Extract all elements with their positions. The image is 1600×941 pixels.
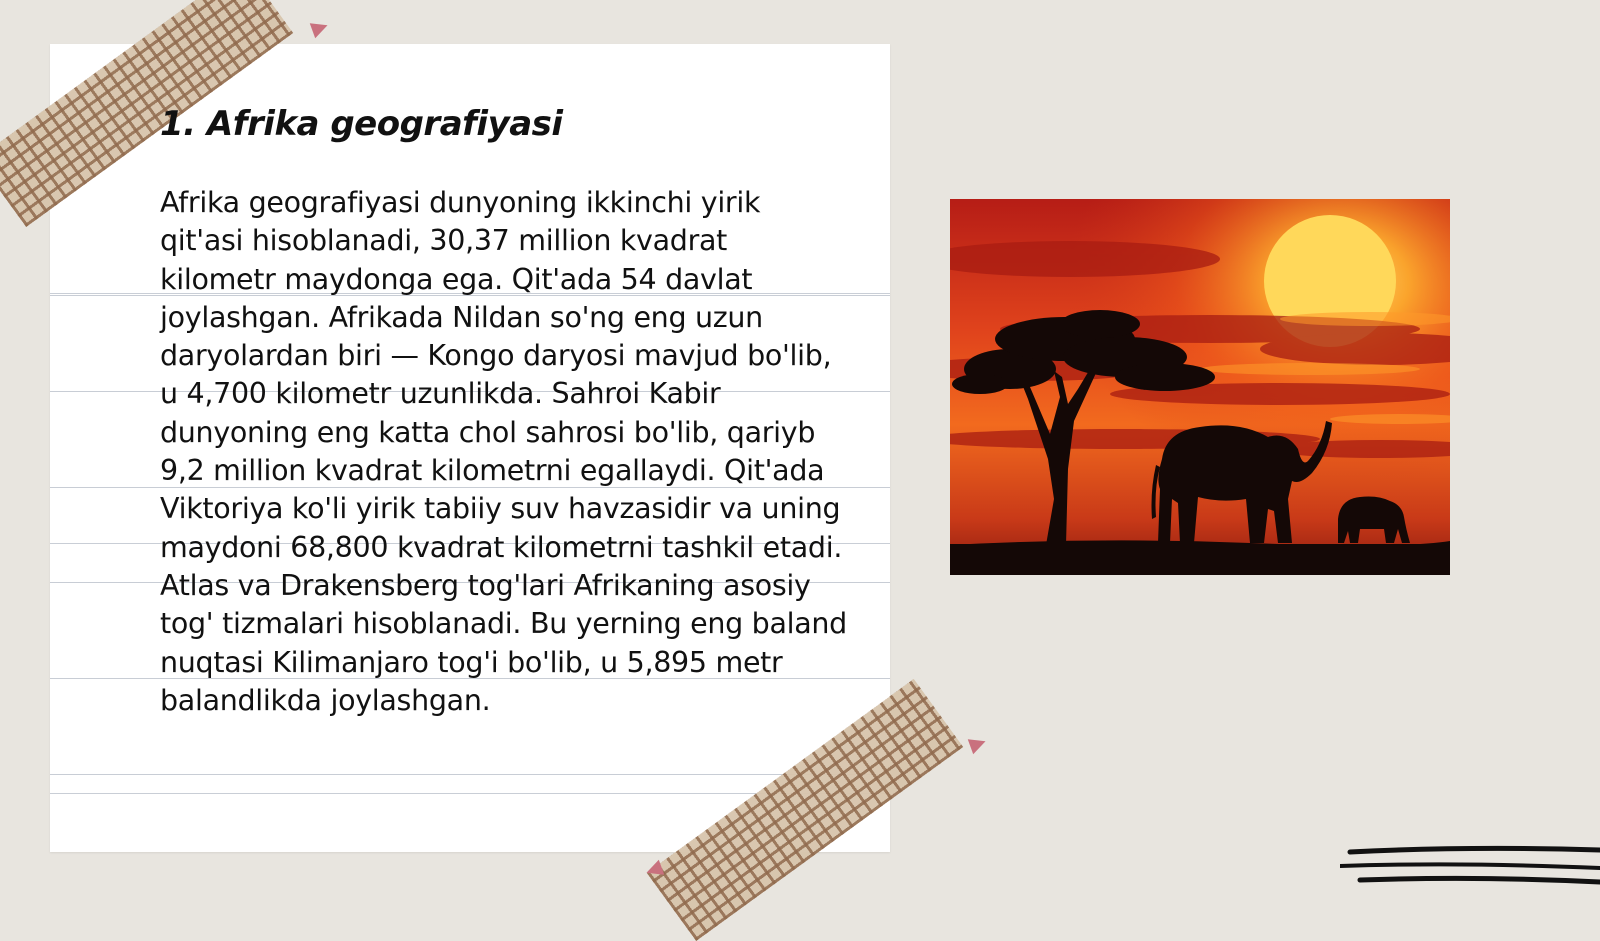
sunset-elephants-illustration [950,199,1450,575]
tape-tip-decoration [968,734,989,755]
slide-title: 1. Afrika geografiyasi [160,104,563,144]
brush-stroke-lines [1340,842,1600,892]
paper-rule-line [50,774,890,775]
africa-sunset-photo [950,199,1450,575]
slide-body-text: Afrika geografiyasi dunyoning ikkinchi yirik qit'asi hisoblanadi, 30,37 million kvadrat kilometr maydonga ega. Qit'ada 54 davlat joylashgan. Afrikada Nildan so'ng eng uzun daryolardan biri — Kongo daryosi mavjud bo'lib, u 4,700 kilometr uzunlikda. Sahroi Kabir dunyoning eng katta chol sahrosi bo'lib, qariyb 9,2 million kvadrat kilometrni egallaydi. Qit'ada Viktoriya ko'li yirik tabiiy suv havzasidir va uning maydoni 68,800 kvadrat kilometrni tashkil etadi. Atlas va Drakensberg tog'lari Afrikaning asosiy tog' tizmalari hisoblanadi. Bu yerning eng baland nuqtasi Kilimanjaro tog'i bo'lib, u 5,895 metr balandlikda joylashgan. [160,186,847,717]
tape-tip-decoration [310,18,331,39]
